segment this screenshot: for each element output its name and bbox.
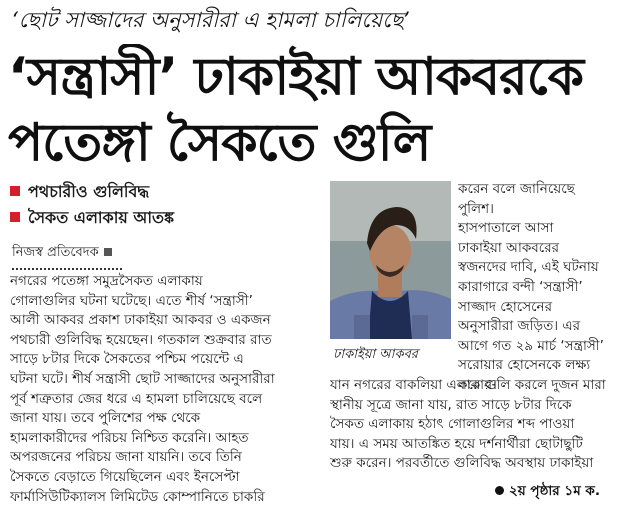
- byline-square-icon: [104, 248, 112, 256]
- portrait-photo-graphic: [330, 181, 451, 339]
- text-line: পুলিশ।: [458, 200, 494, 217]
- article-kicker: ‘ছোট সাজ্জাদের অনুসারীরা এ হামলা চালিয়েছে’: [12, 8, 411, 32]
- bullet-dot-icon: [495, 486, 504, 495]
- highlight-text: পথচারীও গুলিবিদ্ধ: [28, 182, 150, 201]
- text-line: পথচারী গুলিবিদ্ধ হয়েছেন। গতকাল শুক্রবার রাত: [10, 331, 272, 348]
- text-line: হামলাকারীদের পরিচয় নিশ্চিত করেনি। আহত: [10, 429, 249, 446]
- byline: [12, 244, 112, 262]
- portrait-photo: [330, 181, 451, 339]
- headline-line-2: পতেঙ্গা সৈকতে গুলি: [8, 113, 431, 173]
- bullet-square-icon: [10, 186, 20, 196]
- highlight-text: সৈকত এলাকায় আতঙ্ক: [28, 208, 175, 227]
- highlight-item: [10, 180, 330, 204]
- text-line: অনুসারীরা জড়িত। এর: [458, 318, 581, 335]
- text-line: অপরজনের পরিচয় জানা যায়নি। তবে তিনি: [10, 449, 242, 466]
- highlight-item: [10, 206, 330, 230]
- text-line: নগরের পতেঙ্গা সমুদ্রসৈকত এলাকায়: [10, 273, 203, 289]
- left-column: [10, 272, 322, 507]
- text-line: ঢাকাইয়া আকবরের: [458, 239, 560, 256]
- headline-line-1: ‘সন্ত্রাসী’ ঢাকাইয়া আকবরকে: [8, 47, 584, 107]
- text-line: করে গুলি করলে দুজন মারা: [458, 376, 606, 393]
- text-line: আলী আকবর প্রকাশ ঢাকাইয়া আকবর ও একজন: [10, 312, 271, 329]
- text-line: করেন বলে জানিয়েছে: [458, 181, 575, 197]
- text-line: পূর্ব শত্রুতার জের ধরে এ হামলা চালিয়েছে বলে: [10, 390, 263, 407]
- photo-caption: ঢাকাইয়া আকবর: [333, 347, 418, 362]
- text-line: স্বজনদের দাবি, এই ঘটনায়: [458, 259, 599, 276]
- text-line: সৈকত এলাকায় হঠাৎ গোলাগুলির শব্দ পাওয়া: [330, 416, 575, 433]
- right-column: [458, 180, 638, 396]
- text-line: সাড়ে ৮টার দিকে সৈকতের পশ্চিম পয়েন্টে এ: [10, 351, 244, 368]
- dotted-divider: [12, 268, 122, 270]
- text-line: হাসপাতালে আসা: [458, 220, 554, 237]
- text-line: স্থানীয় সূত্রে জানা যায়, রাত সাড়ে ৮টার দিকে: [330, 396, 572, 413]
- text-line: সাজ্জাদ হোসেনের: [458, 298, 553, 315]
- continued-note: [495, 481, 600, 501]
- text-line: ফার্মাসিউটিক্যালস লিমিটেড কোম্পানিতে চাকরি: [10, 488, 265, 505]
- text-line: যায়। এ সময় আতঙ্কিত হয়ে দর্শনার্থীরা ছোটাছুটি: [330, 435, 583, 452]
- text-line: যান নগরের বাকলিয়া এলাকায়।: [330, 377, 497, 393]
- text-line: গোলাগুলির ঘটনা ঘটেছে। এতে শীর্ষ ‘সন্ত্রাসী’: [10, 292, 253, 309]
- byline-text: নিজস্ব প্রতিবেদক: [12, 245, 99, 260]
- continued-text: ২য় পৃষ্ঠার ১ম ক.: [509, 483, 600, 499]
- text-line: জানা যায়। তবে পুলিশের পক্ষ থেকে: [10, 410, 201, 427]
- text-line: ঘটনা ঘটে। শীর্ষ সন্ত্রাসী ছোট সাজ্জাদের অনুসারীরা: [10, 370, 275, 387]
- text-line: কারাগারে বন্দী ‘সন্ত্রাসী’: [458, 278, 583, 295]
- text-line: আগে গত ২৯ মার্চ ‘সন্ত্রাসী’: [458, 337, 604, 354]
- text-line: শুরু করেন। পরবর্তীতে গুলিবিদ্ধ অবস্থায় ঢাকাইয়া: [330, 455, 594, 472]
- text-line: সরোয়ার হোসেনকে লক্ষ্য: [458, 357, 591, 374]
- bullet-square-icon: [10, 212, 20, 222]
- text-line: সৈকতে বেড়াতে গিয়েছিলেন এবং ইনসেপ্টা: [10, 468, 240, 485]
- bottom-column: [330, 376, 635, 474]
